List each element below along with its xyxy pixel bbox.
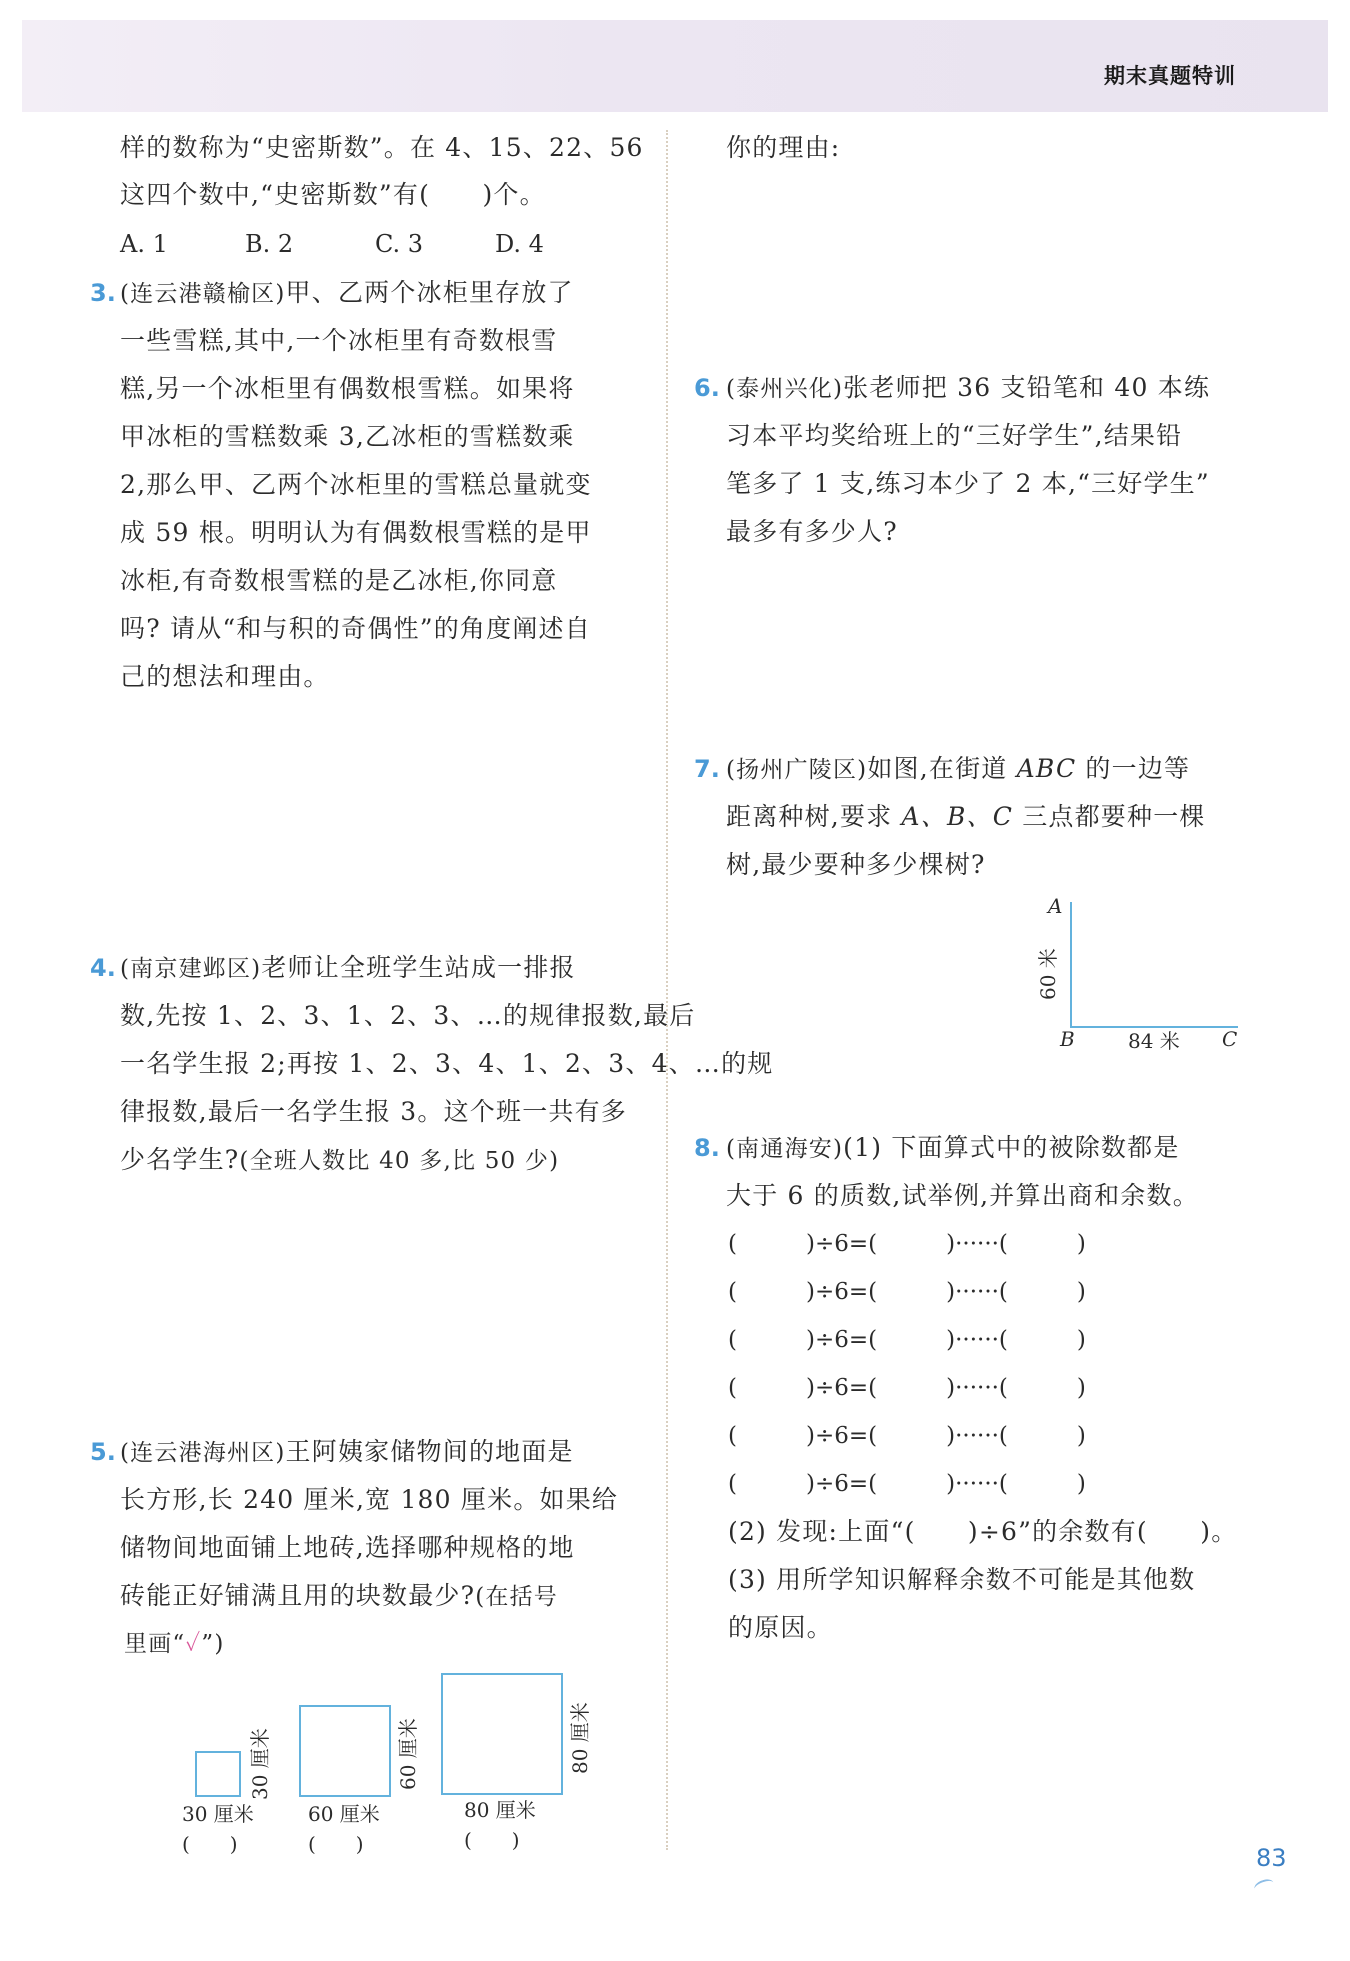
q8-source: (南通海安) — [726, 1136, 844, 1162]
q3-number: 3. — [90, 279, 116, 307]
q4-line-2: 数,先按 1、2、3、1、2、3、…的规律报数,最后 — [120, 1001, 696, 1030]
street-segment-bc — [1070, 1026, 1238, 1028]
q7-text-1b: 的一边等 — [1076, 754, 1191, 783]
q3-line-7: 冰柜,有奇数根雪糕的是乙冰柜,你同意 — [120, 566, 558, 595]
q3-line-8: 吗? 请从“和与积的奇偶性”的角度阐述自 — [120, 614, 591, 643]
q8-part3-line-1: (3) 用所学知识解释余数不可能是其他数 — [728, 1565, 1196, 1594]
tile-30-square — [195, 1751, 241, 1797]
q3-text-1: 甲、乙两个冰柜里存放了 — [285, 278, 574, 307]
q2-line-2: 这四个数中,“史密斯数”有( )个。 — [120, 180, 546, 209]
q2-option-a: A. 1 — [120, 230, 168, 258]
q8-line-2: 大于 6 的质数,试举例,并算出商和余数。 — [726, 1181, 1199, 1210]
q7-text-2b: 三点都要种一棵 — [1013, 802, 1206, 831]
q5-line-1 — [120, 1437, 574, 1468]
q7-text-1a: 如图,在街道 — [867, 754, 1017, 783]
q7-number: 7. — [694, 755, 720, 783]
tile-80-side-label: 80 厘米 — [568, 1702, 592, 1774]
q3-line-5: 2,那么甲、乙两个冰柜里的雪糕总量就变 — [120, 470, 592, 499]
point-b-label: B — [1060, 1027, 1075, 1051]
q3-line-4: 甲冰柜的雪糕数乘 3,乙冰柜的雪糕数乘 — [120, 422, 575, 451]
page-curl-icon — [1253, 1877, 1276, 1895]
q4-line-3: 一名学生报 2;再按 1、2、3、4、1、2、3、4、…的规 — [120, 1049, 774, 1078]
tile-60-side-label: 60 厘米 — [396, 1718, 420, 1790]
q5-line-4 — [120, 1581, 558, 1612]
tile-30-bottom-label: 30 厘米 — [182, 1802, 254, 1826]
q6-text-1: 张老师把 36 支铅笔和 40 本练 — [843, 373, 1211, 402]
q7-line-3: 树,最少要种多少棵树? — [726, 850, 986, 879]
q7-line-2 — [726, 802, 1206, 832]
division-equation-row[interactable]: ( )÷6=( )······( ) — [728, 1327, 1086, 1353]
q4-line-5 — [120, 1145, 559, 1176]
horizontal-length-label: 84 米 — [1128, 1029, 1180, 1053]
q2-option-c: C. 3 — [375, 230, 424, 258]
division-equation-row[interactable]: ( )÷6=( )······( ) — [728, 1423, 1086, 1449]
tile-60-answer-blank[interactable]: ( ) — [308, 1832, 364, 1856]
q4-line-4: 律报数,最后一名学生报 3。这个班一共有多 — [120, 1097, 628, 1126]
vertical-length-label: 60 米 — [1036, 948, 1060, 1000]
q6-line-1 — [726, 373, 1210, 404]
point-c-label: C — [1222, 1027, 1238, 1051]
q7-street-abc: ABC — [1016, 754, 1077, 783]
q5-line-2: 长方形,长 240 厘米,宽 180 厘米。如果给 — [120, 1485, 619, 1514]
q7-source: (扬州广陵区) — [726, 757, 868, 783]
division-equation-row[interactable]: ( )÷6=( )······( ) — [728, 1375, 1086, 1401]
division-equation-row[interactable]: ( )÷6=( )······( ) — [728, 1279, 1086, 1305]
tile-30-side-label: 30 厘米 — [248, 1728, 272, 1800]
q8-number: 8. — [694, 1134, 720, 1162]
q5-line-5 — [124, 1629, 225, 1659]
q4-source: (南京建邺区) — [120, 956, 262, 982]
q2-option-d: D. 4 — [495, 230, 544, 258]
q5-note-b: 里画“ — [124, 1631, 186, 1657]
division-equation-row[interactable]: ( )÷6=( )······( ) — [728, 1231, 1086, 1257]
q6-line-2: 习本平均奖给班上的“三好学生”,结果铅 — [726, 421, 1183, 450]
q4-number: 4. — [90, 954, 116, 982]
q4-text-1: 老师让全班学生站成一排报 — [261, 953, 576, 982]
reason-prompt: 你的理由: — [726, 133, 841, 162]
q7-line-1 — [726, 754, 1190, 785]
check-mark-icon: ✓ — [185, 1631, 202, 1657]
q4-text-5: 少名学生? — [120, 1145, 240, 1174]
q4-note: (全班人数比 40 多,比 50 少) — [239, 1148, 560, 1174]
division-equation-row[interactable]: ( )÷6=( )······( ) — [728, 1471, 1086, 1497]
q5-number: 5. — [90, 1438, 116, 1466]
q7-text-2a: 距离种树,要求 — [726, 802, 902, 831]
q3-line-3: 糕,另一个冰柜里有偶数根雪糕。如果将 — [120, 374, 575, 403]
q6-source: (泰州兴化) — [726, 376, 844, 402]
q5-note-c: ”) — [201, 1631, 225, 1657]
q5-source: (连云港海州区) — [120, 1440, 286, 1466]
tile-80-answer-blank[interactable]: ( ) — [464, 1828, 520, 1852]
point-a-label: A — [1048, 894, 1063, 918]
q3-source: (连云港赣榆区) — [120, 281, 286, 307]
q3-line-2: 一些雪糕,其中,一个冰柜里有奇数根雪 — [120, 326, 558, 355]
q4-line-1 — [120, 953, 576, 984]
page-header-title: 期末真题特训 — [1104, 64, 1236, 88]
tile-80-square — [441, 1673, 563, 1795]
q8-part2: (2) 发现:上面“( )÷6”的余数有( )。 — [728, 1517, 1238, 1546]
q8-part1-a: (1) 下面算式中的被除数都是 — [843, 1133, 1180, 1162]
q3-line-6: 成 59 根。明明认为有偶数根雪糕的是甲 — [120, 518, 592, 547]
tile-30-answer-blank[interactable]: ( ) — [182, 1832, 238, 1856]
q5-text-1: 王阿姨家储物间的地面是 — [285, 1437, 574, 1466]
q3-line-9: 己的想法和理由。 — [120, 662, 330, 691]
tile-60-square — [299, 1705, 391, 1797]
q5-line-3: 储物间地面铺上地砖,选择哪种规格的地 — [120, 1533, 575, 1562]
q2-line-1: 样的数称为“史密斯数”。在 4、15、22、56 — [120, 133, 644, 162]
q5-text-4: 砖能正好铺满且用的块数最少? — [120, 1581, 476, 1610]
q6-number: 6. — [694, 374, 720, 402]
street-segment-ab — [1070, 902, 1072, 1026]
q7-points: A、B、C — [901, 802, 1014, 831]
q2-option-b: B. 2 — [245, 230, 294, 258]
q8-line-1 — [726, 1133, 1180, 1164]
page-number: 83 — [1256, 1844, 1287, 1872]
column-divider — [666, 130, 668, 1850]
q5-note-a: (在括号 — [475, 1584, 558, 1610]
tile-60-bottom-label: 60 厘米 — [308, 1802, 380, 1826]
q6-line-3: 笔多了 1 支,练习本少了 2 本,“三好学生” — [726, 469, 1210, 498]
q3-line-1 — [120, 278, 574, 309]
q8-part3-line-2: 的原因。 — [728, 1613, 833, 1642]
tile-80-bottom-label: 80 厘米 — [464, 1798, 536, 1822]
q6-line-4: 最多有多少人? — [726, 517, 898, 546]
